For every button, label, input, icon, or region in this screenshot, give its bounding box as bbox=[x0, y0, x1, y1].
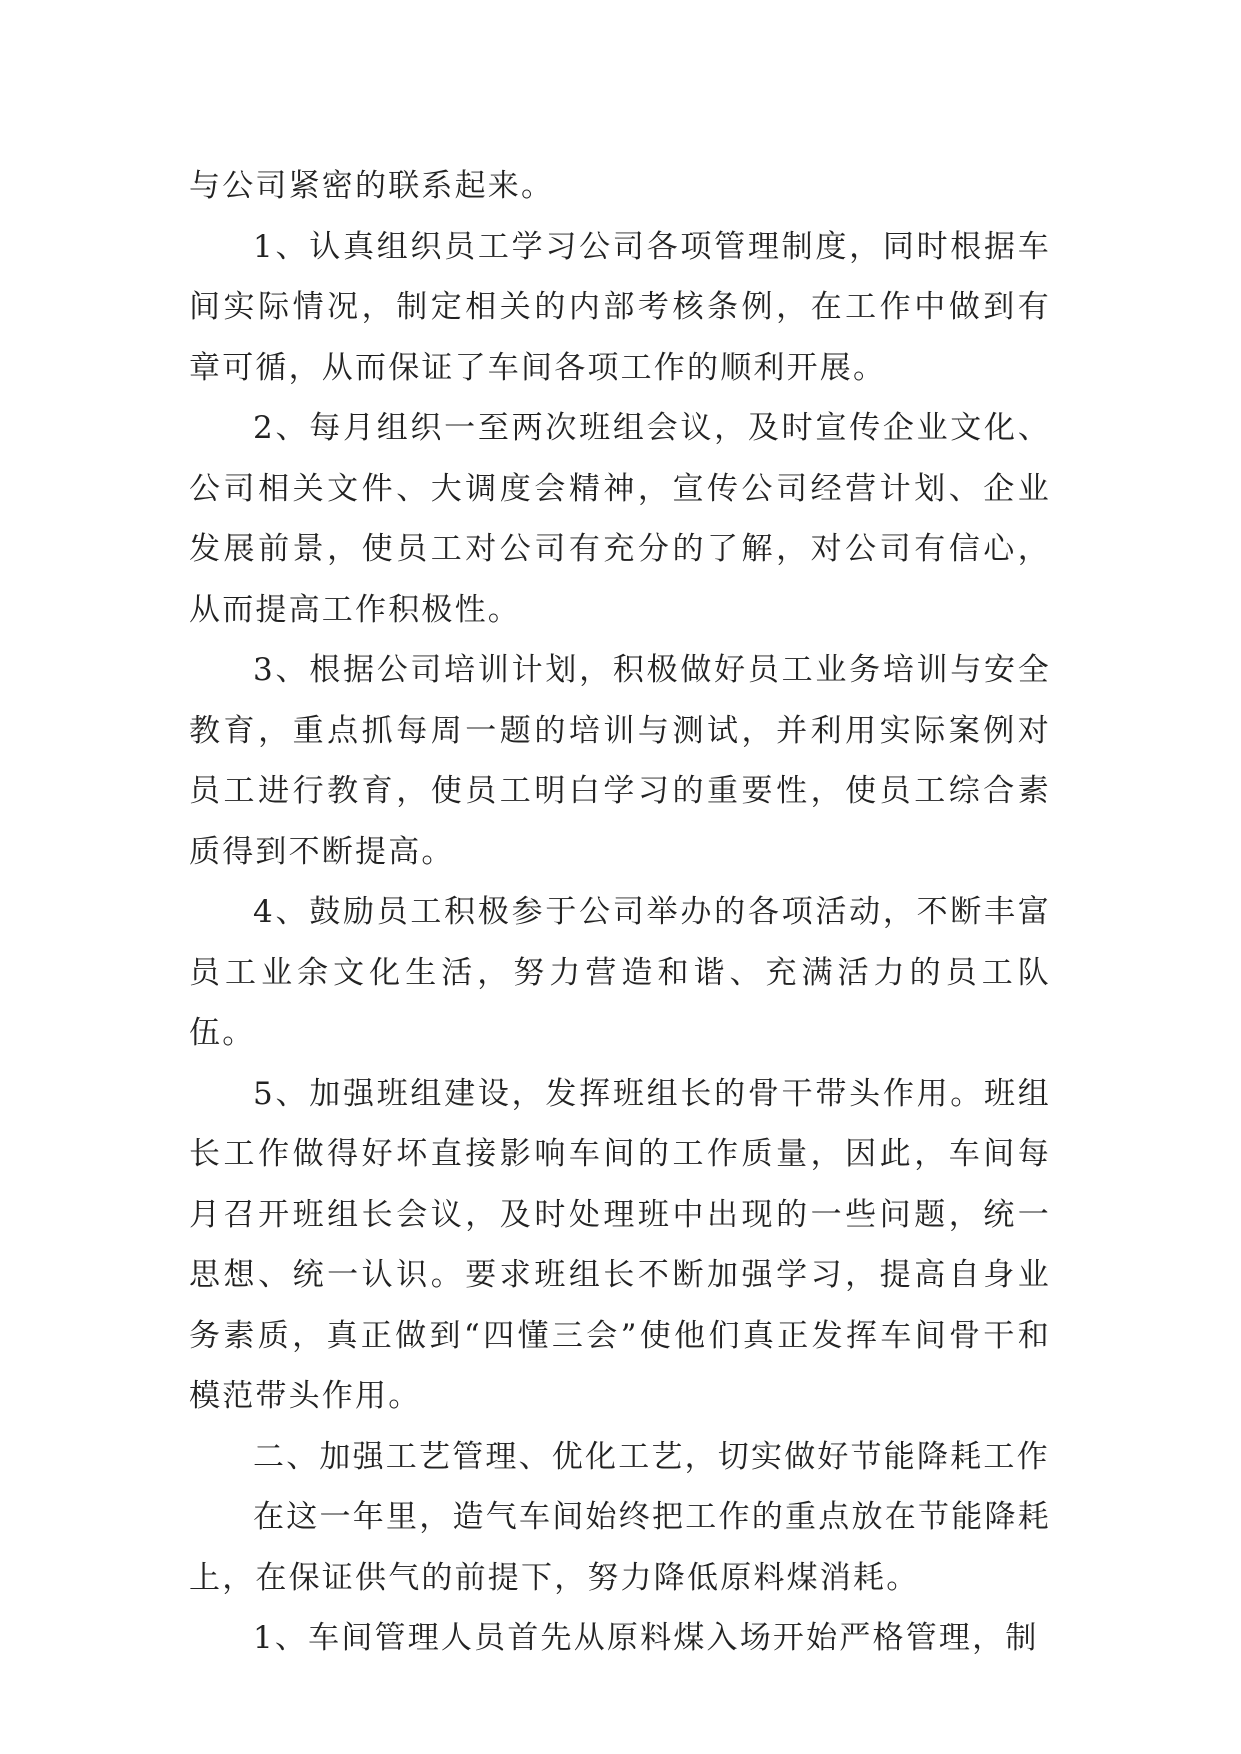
paragraph-section-2-item-1: 1、车间管理人员首先从原料煤入场开始严格管理，制 bbox=[253, 1620, 1039, 1656]
paragraph-item-1: 1、认真组织员工学习公司各项管理制度，同时根据车间实际情况，制定相关的内部考核条例，在工作中做到有章可循，从而保证了车间各项工作的顺利开展。 bbox=[189, 228, 1051, 386]
paragraph-item-2: 2、每月组织一至两次班组会议，及时宣传企业文化、公司相关文件、大调度会精神，宣传公司经营计划、企业发展前景，使员工对公司有充分的了解，对公司有信心，从而提高工作积极性。 bbox=[189, 410, 1051, 628]
paragraph-item-3: 3、根据公司培训计划，积极做好员工业务培训与安全教育，重点抓每周一题的培训与测试，并利用实际案例对员工进行教育，使员工明白学习的重要性，使员工综合素质得到不断提高。 bbox=[189, 652, 1051, 870]
document-body bbox=[189, 156, 1051, 1669]
paragraph-item-5: 5、加强班组建设，发挥班组长的骨干带头作用。班组长工作做得好坏直接影响车间的工作质量，因此，车间每月召开班组长会议，及时处理班中出现的一些问题，统一思想、统一认识。要求班组长不断加强学习，提高自身业务素质，真正做到“四懂三会”使他们真正发挥车间骨干和模范带头作用。 bbox=[189, 1075, 1051, 1414]
paragraph-intro-continuation: 与公司紧密的联系起来。 bbox=[189, 168, 555, 204]
paragraph-section-2-intro: 在这一年里，造气车间始终把工作的重点放在节能降耗上，在保证供气的前提下，努力降低原料煤消耗。 bbox=[189, 1499, 1051, 1596]
section-heading-2: 二、加强工艺管理、优化工艺，切实做好节能降耗工作 bbox=[253, 1438, 1050, 1475]
paragraph-item-4: 4、鼓励员工积极参于公司举办的各项活动，不断丰富员工业余文化生活，努力营造和谐、充满活力的员工队伍。 bbox=[189, 894, 1051, 1051]
